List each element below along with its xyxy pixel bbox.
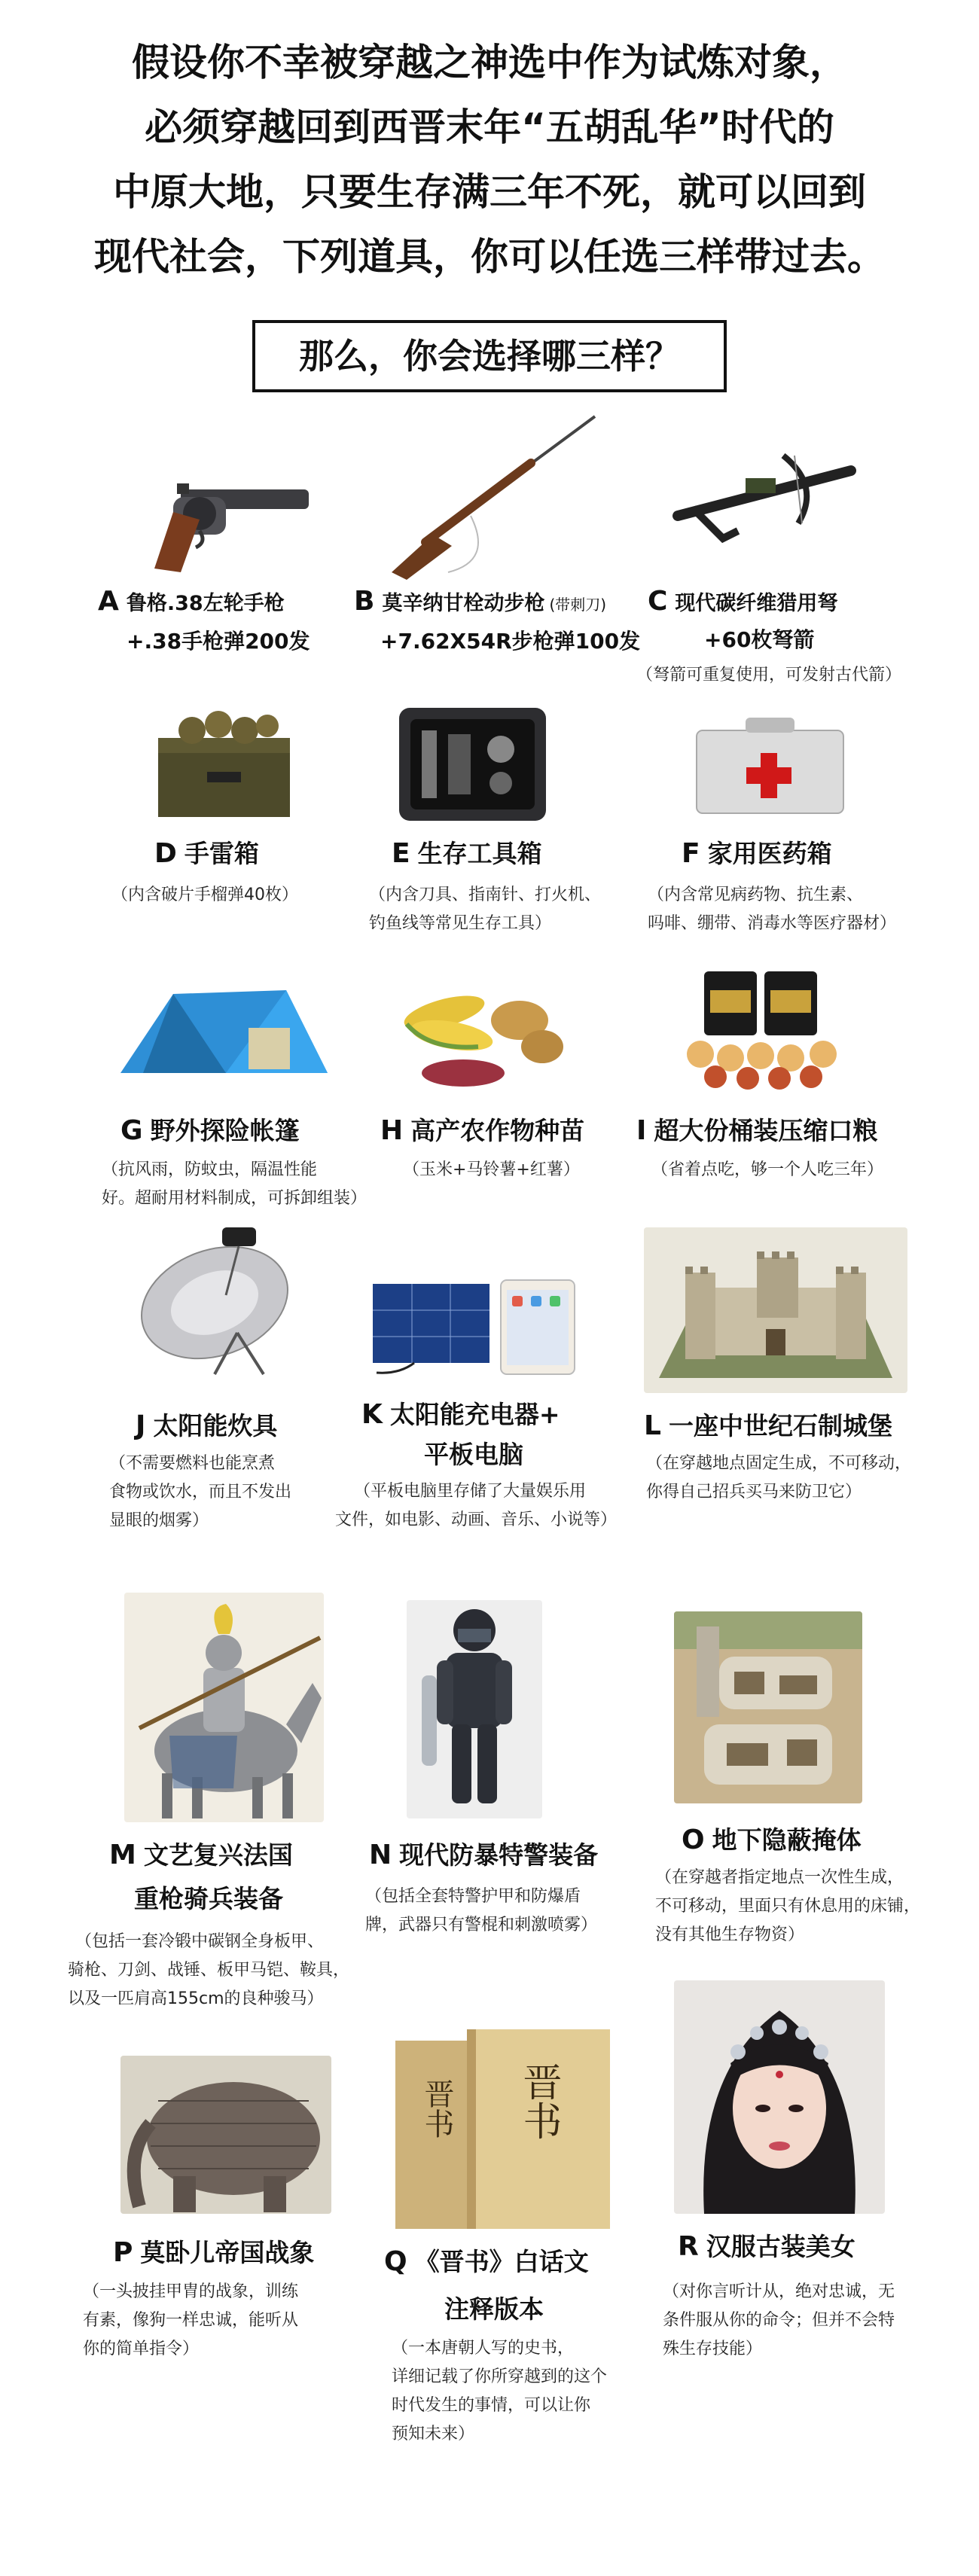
item-name: 莫卧儿帝国战象 (140, 2238, 315, 2267)
item-q-note (392, 2334, 607, 2449)
item-name: 太阳能充电器+ (389, 1400, 560, 1429)
item-letter: L (644, 1410, 661, 1441)
item-q-sub: 注释版本 (444, 2294, 544, 2324)
item-letter: D (154, 838, 177, 869)
item-r-title (678, 2229, 855, 2265)
item-name: 文艺复兴法国 (143, 1840, 293, 1870)
item-letter: H (380, 1115, 404, 1146)
note-line: 你得自己招兵买马来防卫它） (646, 1483, 862, 1501)
solar-cooker-icon (132, 1220, 313, 1378)
item-letter: N (369, 1840, 392, 1870)
crops-icon (399, 979, 565, 1092)
item-name: 超大份桶装压缩口粮 (654, 1116, 878, 1145)
riot-police-icon (407, 1600, 542, 1818)
item-p-note (83, 2278, 298, 2364)
item-name: 高产农作物种苗 (410, 1116, 585, 1145)
item-letter: K (361, 1399, 383, 1430)
tent-icon (113, 975, 331, 1088)
note-line: 殊生存技能） (663, 2340, 763, 2358)
item-letter: O (682, 1825, 705, 1855)
item-name: 野外探险帐篷 (150, 1116, 300, 1145)
note-line: （包括全套特警护甲和防爆盾 (365, 1887, 581, 1906)
note-line: 以及一匹肩高155cm的良种骏马） (68, 1989, 324, 2008)
item-letter: Q (384, 2246, 407, 2277)
item-n-note (365, 1882, 597, 1940)
grenade-crate-icon (154, 708, 294, 821)
item-m-sub: 重枪骑兵装备 (134, 1884, 283, 1913)
item-name: 太阳能炊具 (153, 1411, 278, 1440)
note-line: （在穿越地点固定生成，不可移动， (646, 1454, 912, 1473)
intro-text (0, 30, 979, 289)
item-letter: E (392, 838, 410, 869)
note-line: 食物或饮水，而且不发出 (109, 1483, 292, 1501)
item-d-note (111, 881, 298, 910)
item-h-title (380, 1113, 584, 1149)
hanfu-woman-icon (674, 1980, 885, 2214)
note-line: （内含破片手榴弹40枚） (111, 886, 298, 904)
book-icon (392, 2026, 618, 2233)
item-name: 鲁格.38左轮手枪 (126, 592, 285, 615)
note-line: 有素，像狗一样忠诚，能听从 (83, 2311, 299, 2330)
item-name: 一座中世纪石制城堡 (668, 1411, 892, 1440)
item-n-title (369, 1837, 598, 1873)
medical-kit-icon (693, 712, 847, 817)
note-line: 吗啡、绷带、消毒水等医疗器材） (648, 914, 897, 933)
item-g-title (120, 1113, 300, 1149)
item-letter: C (648, 586, 668, 617)
note-line: 钓鱼线等常见生存工具） (369, 914, 552, 933)
item-name: 生存工具箱 (417, 839, 542, 868)
item-letter: P (113, 2237, 133, 2268)
book-spine-text: 晋书 (419, 2078, 454, 2139)
note-line: 预知未来） (392, 2425, 475, 2443)
item-letter: B (354, 586, 375, 617)
note-line: （平板电脑里存储了大量娱乐用 (354, 1482, 587, 1501)
item-letter: R (678, 2231, 699, 2262)
item-m-note (68, 1928, 349, 2014)
item-e-title (392, 836, 542, 872)
item-f-title (682, 836, 832, 872)
item-e-note (369, 881, 601, 938)
note-line: （玉米+马铃薯+红薯） (403, 1160, 580, 1179)
item-k-sub: 平板电脑 (424, 1440, 523, 1469)
item-i-note (651, 1156, 883, 1184)
item-letter: A (98, 586, 119, 617)
note-line: 详细记载了你所穿越到的这个 (392, 2367, 608, 2386)
note-line: （一头披挂甲胄的战象，训练 (83, 2282, 299, 2301)
note-line: 好。超耐用材料制成，可拆卸组装） (102, 1189, 368, 1208)
item-i-title (636, 1113, 877, 1149)
item-a-sub: +.38手枪弹200发 (127, 629, 310, 654)
book-cover-text: 晋书 (516, 2062, 561, 2140)
item-j-title (136, 1408, 277, 1444)
rifle-icon (380, 410, 606, 584)
note-line: （一本唐朝人写的史书， (392, 2339, 575, 2358)
item-name: 《晋书》白话文 (414, 2247, 589, 2276)
note-line: 不可移动，里面只有休息用的床铺， (655, 1897, 921, 1916)
item-name: 手雷箱 (184, 839, 259, 868)
knight-icon (124, 1593, 324, 1822)
item-o-note (655, 1864, 920, 1950)
item-letter: I (636, 1115, 647, 1146)
item-f-note (648, 881, 896, 938)
question-box: 那么，你会选择哪三样？ (252, 320, 727, 392)
item-tag: (带刺刀) (549, 596, 607, 614)
note-line: （对你言听计从，绝对忠诚，无 (663, 2282, 895, 2301)
note-line: 文件，如电影、动画、音乐、小说等） (335, 1511, 618, 1529)
note-line: （内含刀具、指南针、打火机、 (369, 886, 602, 904)
note-line: 时代发生的事情，可以让你 (392, 2396, 591, 2415)
item-a-title (98, 584, 285, 622)
item-p-title (113, 2235, 314, 2271)
note-line: （内含常见病药物、抗生素、 (648, 886, 864, 904)
note-line: 没有其他生存物资） (655, 1925, 805, 1944)
note-line: 条件服从你的命令；但并不会特 (663, 2311, 895, 2330)
war-elephant-icon (120, 2056, 331, 2214)
item-l-title (644, 1408, 892, 1444)
intro-line: 必须穿越回到西晋末年“五胡乱华”时代的 (145, 105, 834, 149)
note-line: （抗风雨，防蚊虫，隔温性能 (102, 1160, 318, 1179)
item-o-title (682, 1822, 862, 1858)
item-h-note (403, 1156, 580, 1184)
item-k-title (361, 1397, 560, 1433)
item-r-note (663, 2278, 895, 2364)
item-g-note (102, 1156, 367, 1213)
item-letter: J (136, 1410, 146, 1441)
note-line: 你的简单指令） (83, 2340, 200, 2358)
intro-line: 假设你不幸被穿越之神选中作为试炼对象， (132, 41, 847, 84)
item-name: 莫辛纳甘栓动步枪 (382, 592, 545, 615)
rations-icon (682, 964, 843, 1092)
item-l-note (646, 1450, 911, 1507)
note-line: （省着点吃，够一个人吃三年） (651, 1160, 884, 1179)
item-c-sub: +60枚弩箭 (704, 627, 815, 652)
intro-line: 中原大地，只要生存满三年不死，就可以回到 (113, 170, 866, 214)
item-d-title (154, 836, 259, 872)
note-line: （弩箭可重复使用，可发射古代箭） (636, 666, 902, 684)
item-name: 家用医药箱 (707, 839, 832, 868)
survival-kit-icon (395, 704, 550, 825)
castle-icon (644, 1227, 907, 1393)
item-letter: F (682, 838, 700, 869)
item-name: 地下隐蔽掩体 (712, 1825, 862, 1855)
note-line: 骑枪、刀剑、战锤、板甲马铠、鞍具， (68, 1961, 350, 1980)
item-b-title (354, 584, 606, 623)
note-line: 显眼的烟雾） (109, 1511, 209, 1530)
item-q-title (384, 2244, 589, 2280)
note-line: 牌，武器只有警棍和刺激喷雾） (365, 1916, 598, 1934)
item-name: 现代碳纤维猎用弩 (675, 592, 838, 615)
item-name: 现代防暴特警装备 (399, 1840, 599, 1870)
note-line: （在穿越者指定地点一次性生成， (655, 1868, 904, 1887)
revolver-icon (128, 467, 324, 580)
item-m-title (109, 1837, 293, 1873)
crossbow-icon (670, 441, 859, 561)
item-name: 汉服古装美女 (706, 2232, 855, 2261)
item-letter: G (120, 1115, 143, 1146)
note-line: （不需要燃料也能烹煮 (109, 1454, 276, 1473)
item-c-title (648, 584, 837, 622)
item-c-note (636, 661, 901, 690)
bunker-icon (674, 1611, 862, 1803)
solar-tablet-icon (369, 1276, 580, 1378)
item-b-sub: +7.62X54R步枪弹100发 (380, 629, 641, 654)
item-k-note (335, 1477, 617, 1535)
intro-line: 现代社会，下列道具，你可以任选三样带过去。 (94, 235, 885, 279)
item-letter: M (109, 1840, 136, 1870)
item-j-note (109, 1450, 291, 1535)
note-line: （包括一套冷锻中碳钢全身板甲、 (75, 1932, 325, 1951)
